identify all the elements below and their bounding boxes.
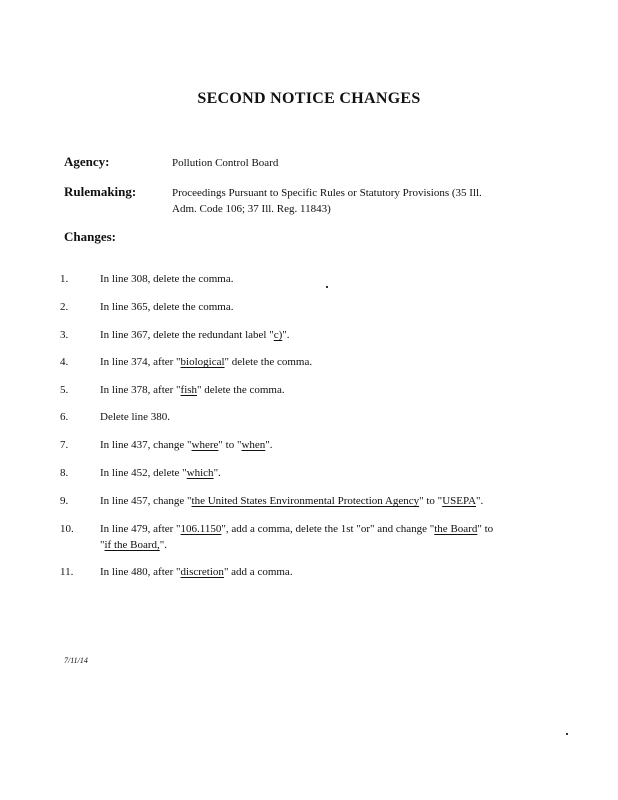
item-number: 11. xyxy=(60,566,74,578)
item-number: 9. xyxy=(60,495,69,507)
item-number: 7. xyxy=(60,439,69,451)
item-text: In line 480, after "discretion" add a comma. xyxy=(100,566,293,578)
inserted-text: USEPA xyxy=(442,495,477,507)
item-text: Delete line 380. xyxy=(100,411,170,423)
item-number: 4. xyxy=(60,356,69,368)
rulemaking-value xyxy=(172,185,542,217)
inserted-text: which xyxy=(186,467,214,479)
item-text: In line 365, delete the comma. xyxy=(100,301,234,313)
item-text: In line 479, after "106.1150", add a comma, delete the 1st "or" and change "the Board" to "if the Board,". xyxy=(100,523,494,551)
inserted-text: biological xyxy=(180,356,225,368)
changes-label: Changes: xyxy=(64,229,117,244)
inserted-text: the Board xyxy=(434,523,478,535)
page-title: SECOND NOTICE CHANGES xyxy=(197,90,421,107)
rulemaking-value-line1: Proceedings Pursuant to Specific Rules or Statutory Provisions (35 Ill. xyxy=(172,187,482,199)
item-number: 3. xyxy=(60,329,69,341)
item-number: 1. xyxy=(60,273,69,285)
inserted-text: discretion xyxy=(180,566,224,578)
item-text: In line 437, change "where" to "when". xyxy=(100,439,273,451)
inserted-text: if the Board, xyxy=(104,539,160,551)
inserted-text: 106.1150 xyxy=(180,523,222,535)
agency-label: Agency: xyxy=(64,154,110,169)
item-text: In line 378, after "fish" delete the comma. xyxy=(100,384,285,396)
item-text: In line 457, change "the United States Environmental Protection Agency" to "USEPA". xyxy=(100,495,484,507)
item-text: In line 374, after "biological" delete the comma. xyxy=(100,356,313,368)
scan-speck xyxy=(326,286,328,288)
inserted-text: where xyxy=(191,439,219,451)
inserted-text: the United States Environmental Protection Agency xyxy=(191,495,420,507)
item-number: 10. xyxy=(60,523,74,535)
rulemaking-label: Rulemaking: xyxy=(64,184,137,199)
item-text: In line 452, delete "which". xyxy=(100,467,221,479)
item-text: In line 367, delete the redundant label "c)". xyxy=(100,329,290,341)
item-text: In line 308, delete the comma. xyxy=(100,273,234,285)
inserted-text: c) xyxy=(273,329,283,341)
agency-value: Pollution Control Board xyxy=(172,157,279,169)
inserted-text: when xyxy=(241,439,266,451)
rulemaking-value-line2: Adm. Code 106; 37 Ill. Reg. 11843) xyxy=(172,203,331,215)
item-number: 6. xyxy=(60,411,69,423)
scan-speck xyxy=(566,733,568,735)
inserted-text: fish xyxy=(180,384,198,396)
item-number: 8. xyxy=(60,467,69,479)
item-number: 5. xyxy=(60,384,69,396)
footer-date: 7/11/14 xyxy=(64,656,88,665)
item-number: 2. xyxy=(60,301,69,313)
